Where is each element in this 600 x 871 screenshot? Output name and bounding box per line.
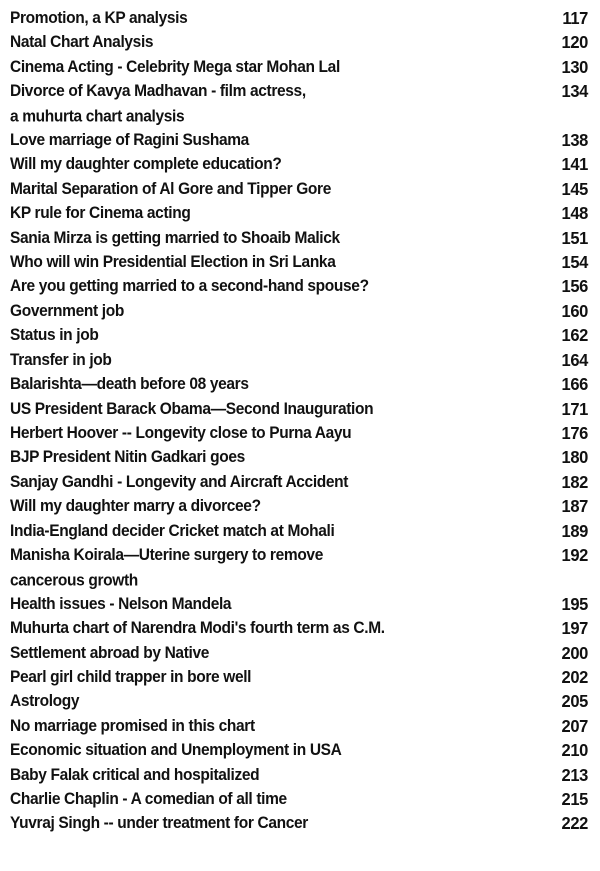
toc-entry [10,128,588,154]
entry-title: Who will win Presidential Election in Sri Lanka [10,253,336,272]
entry-title: Herbert Hoover -- Longevity close to Purna Aayu [10,424,352,443]
entry-title: Sania Mirza is getting married to Shoaib Malick [10,228,340,247]
entry-title: Cinema Acting - Celebrity Mega star Mohan Lal [10,57,340,77]
entry-title: Divorce of Kavya Madhavan - film actress, a muhurta chart analysis [10,82,306,127]
toc-entry [10,201,588,227]
entry-page-number: 200 [561,643,588,663]
entry-page-number: 164 [561,350,588,370]
entry-title: US President Barack Obama—Second Inauguration [10,399,374,418]
entry-title: BJP President Nitin Gadkari goes [10,448,245,467]
toc-entry [10,738,588,764]
toc-entry [10,519,588,545]
entry-title: Status in job [10,326,99,345]
entry-title: Economic situation and Unemployment in USA [10,741,342,760]
entry-title: KP rule for Cinema acting [10,204,191,223]
toc-entry [10,323,588,349]
toc-entry [10,763,588,789]
entry-page-number: 192 [561,546,588,566]
toc-entry [10,421,588,447]
entry-title: Natal Chart Analysis [10,33,154,52]
entry-page-number: 215 [561,790,588,810]
toc-entry [10,79,588,131]
toc-entry [10,689,588,715]
toc-entry [10,543,588,595]
toc-entry [10,152,588,178]
entry-title: Muhurta chart of Narendra Modi's fourth term as C.M. [10,619,385,638]
toc-entry [10,274,588,300]
entry-title: India-England decider Cricket match at Mohali [10,521,335,540]
entry-page-number: 166 [561,375,588,395]
entry-page-number: 134 [561,82,588,102]
entry-page-number: 145 [561,180,588,200]
entry-page-number: 156 [561,277,588,297]
toc-entry [10,641,588,667]
toc-entry [10,665,588,691]
toc-entry [10,177,588,203]
entry-page-number: 151 [561,228,588,248]
toc-entry [10,250,588,276]
toc-entry [10,226,588,252]
table-of-contents [10,6,588,836]
entry-title: Are you getting married to a second-hand spouse? [10,277,369,296]
entry-page-number: 138 [561,131,588,151]
entry-page-number: 210 [561,741,588,761]
toc-entry [10,372,588,398]
toc-entry [10,787,588,813]
entry-page-number: 171 [561,399,588,419]
entry-title: Baby Falak critical and hospitalized [10,765,260,784]
entry-title: Health issues - Nelson Mandela [10,594,232,613]
entry-page-number: 176 [561,424,588,444]
entry-title: No marriage promised in this chart [10,716,255,735]
entry-page-number: 117 [562,9,588,29]
entry-page-number: 187 [561,497,588,517]
toc-entry [10,299,588,325]
entry-title: Will my daughter complete education? [10,155,282,174]
entry-page-number: 162 [561,326,588,346]
toc-entry [10,348,588,374]
entry-page-number: 202 [561,668,588,688]
entry-page-number: 148 [561,204,588,224]
entry-page-number: 222 [561,814,588,834]
entry-title: Yuvraj Singh -- under treatment for Cancer [10,814,308,833]
toc-entry [10,397,588,423]
entry-title: Pearl girl child trapper in bore well [10,668,252,687]
entry-page-number: 182 [561,472,588,492]
toc-entry [10,55,588,81]
entry-title: Transfer in job [10,350,112,369]
toc-entry [10,6,588,32]
entry-page-number: 160 [561,302,588,322]
entry-title: Sanjay Gandhi - Longevity and Aircraft Accident [10,472,349,491]
toc-entry [10,30,588,56]
entry-title: Promotion, a KP analysis [10,9,188,28]
entry-title: Charlie Chaplin - A comedian of all time [10,790,287,809]
entry-title: Marital Separation of Al Gore and Tipper Gore [10,180,332,199]
entry-title: Manisha Koirala—Uterine surgery to remove cancerous growth [10,546,323,591]
entry-page-number: 213 [561,765,588,785]
entry-page-number: 154 [561,253,588,273]
entry-title: Government job [10,302,124,321]
entry-title: Astrology [10,692,80,711]
toc-entry [10,811,588,837]
toc-entry [10,470,588,496]
entry-page-number: 130 [561,57,588,78]
entry-page-number: 207 [561,716,588,737]
entry-title: Love marriage of Ragini Sushama [10,131,249,150]
toc-entry [10,714,588,740]
entry-page-number: 197 [561,619,588,639]
toc-entry [10,494,588,520]
entry-page-number: 141 [561,155,588,175]
entry-title: Settlement abroad by Native [10,643,209,662]
toc-entry [10,445,588,471]
toc-entry [10,592,588,618]
entry-page-number: 205 [561,692,588,712]
entry-page-number: 195 [561,594,588,615]
entry-title: Balarishta—death before 08 years [10,375,249,394]
toc-entry [10,616,588,642]
entry-page-number: 180 [561,448,588,468]
entry-page-number: 120 [561,33,588,53]
entry-page-number: 189 [561,521,588,541]
entry-title: Will my daughter marry a divorcee? [10,497,261,516]
